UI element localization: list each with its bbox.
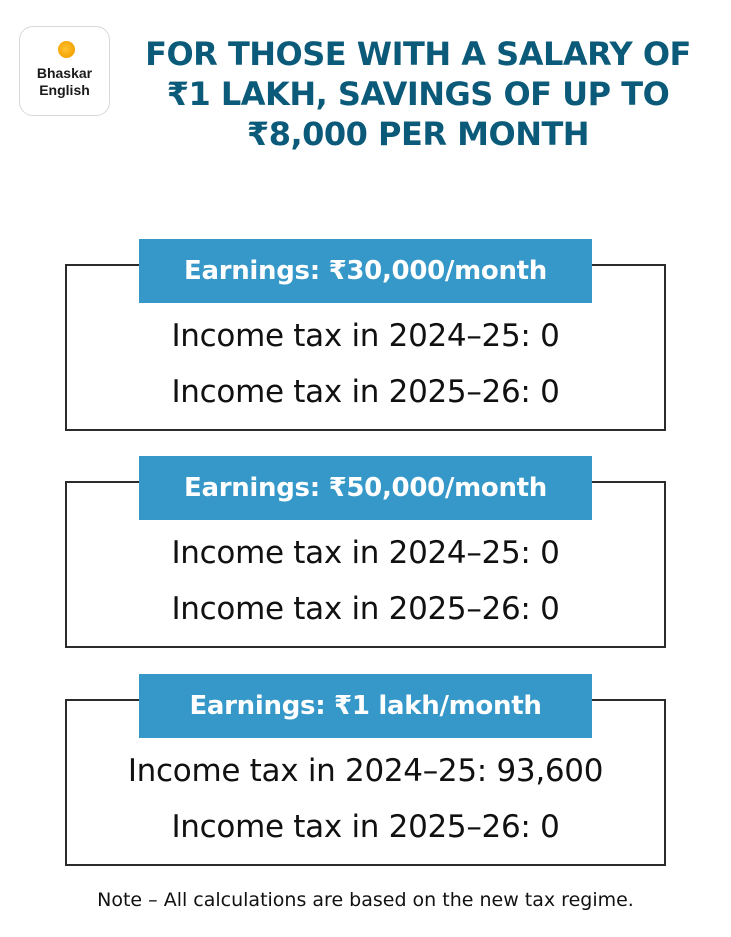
- earnings-header-30000: Earnings: ₹30,000/month: [139, 239, 592, 303]
- earnings-header-50000: Earnings: ₹50,000/month: [139, 456, 592, 520]
- income-tax-2024-25-line: Income tax in 2024–25: 0: [171, 318, 560, 354]
- income-tax-2025-26-line: Income tax in 2025–26: 0: [171, 591, 560, 627]
- earnings-header-1-lakh: Earnings: ₹1 lakh/month: [139, 674, 592, 738]
- footnote: Note – All calculations are based on the new tax regime.: [97, 889, 634, 911]
- income-tax-2025-26-line: Income tax in 2025–26: 0: [171, 809, 560, 845]
- income-tax-2024-25-line: Income tax in 2024–25: 93,600: [127, 753, 604, 789]
- page-title: FOR THOSE WITH A SALARY OF ₹1 LAKH, SAVINGS OF UP TO ₹8,000 PER MONTH: [145, 35, 691, 153]
- logo-text: Bhaskar English: [36, 65, 93, 98]
- sun-icon: [58, 41, 75, 58]
- bhaskar-english-logo: [19, 26, 110, 116]
- income-tax-2024-25-line: Income tax in 2024–25: 0: [171, 535, 560, 571]
- income-tax-2025-26-line: Income tax in 2025–26: 0: [171, 374, 560, 410]
